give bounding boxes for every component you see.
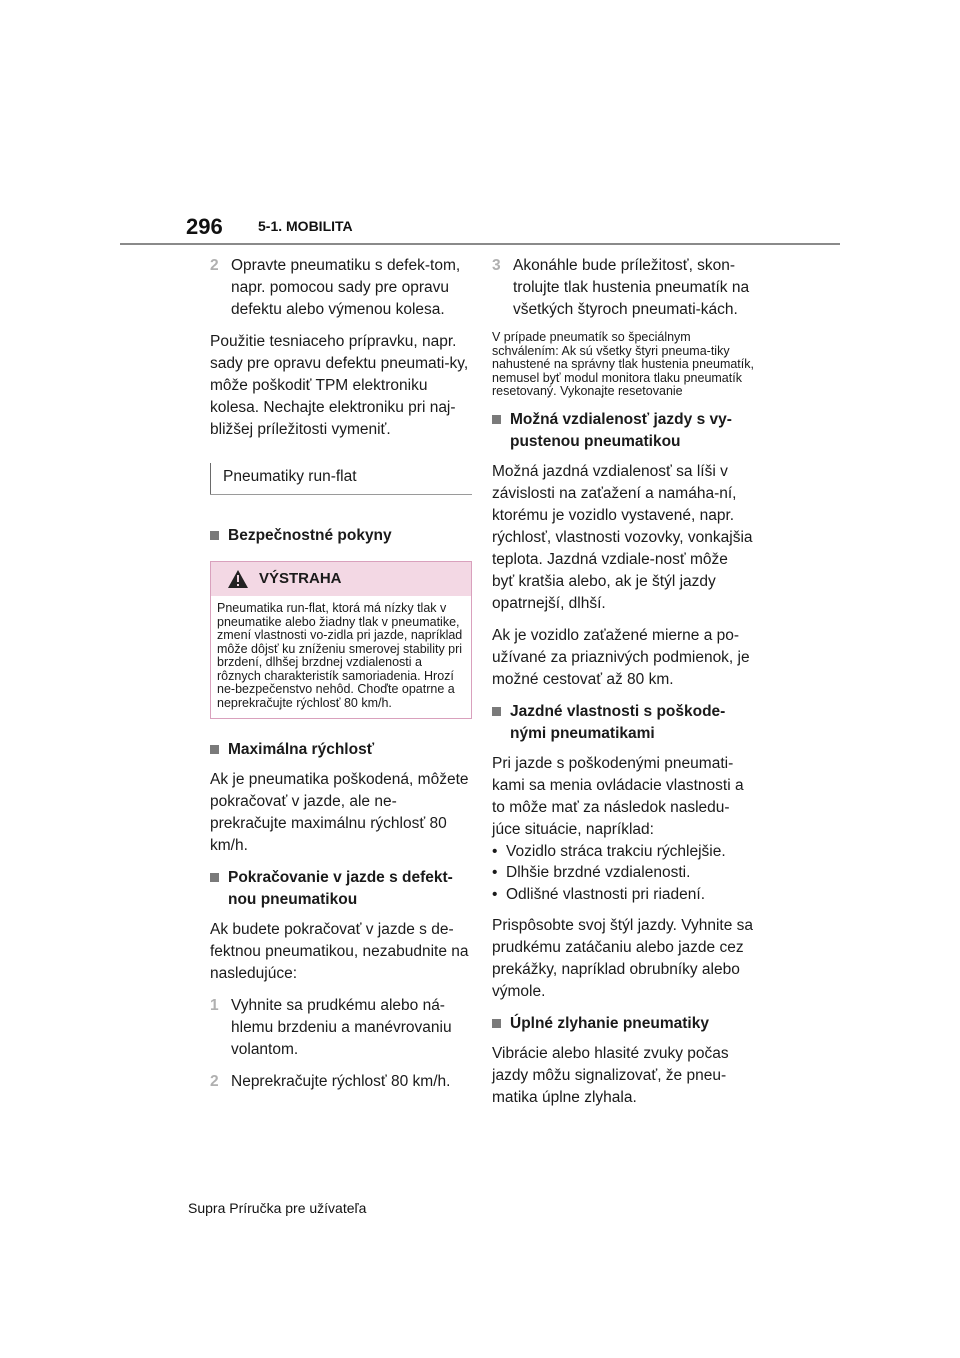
warning-box <box>210 561 472 719</box>
step-item <box>492 255 754 321</box>
callout-text: Pneumatiky run-flat <box>223 468 357 485</box>
paragraph: Prispôsobte svoj štýl jazdy. Vyhnite sa prudkému zatáčaniu alebo jazde cez prekážky, napríklad obrubníky alebo výmole. <box>492 917 754 1000</box>
callout-rule <box>210 494 472 495</box>
heading-text: Jazdné vlastnosti s poškode-nými pneumatikami <box>510 702 726 742</box>
callout-box <box>210 463 472 495</box>
section-heading <box>492 1013 754 1035</box>
list-item: • Odlišné vlastnosti pri riadení. <box>492 885 706 903</box>
page-number: 296 <box>186 214 223 239</box>
step-text: Akonáhle bude príležitosť, skon-trolujte tlak hustenia pneumatík na všetkých štyroch pneumati-kách. <box>513 257 750 318</box>
paragraph: Možná jazdná vzdialenosť sa líši v závislosti na zaťažení a namáha-ní, ktorému je vozidlo vystavené, napr. rýchlosť, vlastnosti vozovky, vonkajšia teplota. Jazdná vzdiale-nosť môže byť kratšia alebo, ak je štýl jazdy opatrnejší, dlhší. <box>492 462 753 612</box>
small-note: V prípade pneumatík so špeciálnym schválením: Ak sú všetky štyri pneuma-tiky nahustené na správny tlak hustenia pneumatík, nemusel byť modul monitora tlaku pneumatík resetovaný. Vykonajte resetovanie <box>492 330 754 398</box>
left-column <box>210 255 472 1103</box>
list-item: • Dlhšie brzdné vzdialenosti. <box>492 864 691 881</box>
warning-body: Pneumatika run-flat, ktorá má nízky tlak v pneumatike alebo žiadny tlak v pneumatike, zmení vlastnosti vo-zidla pri jazde, napríklad môže dôjsť ku zníženiu smerovej stability pri brzdení, dlhšej brzdnej vzdialenosti a rôznych charakteristík samoriadenia. Hrozí ne-bezpečenstvo nehôd. Choďte opatrne a neprekračujte rýchlosť 80 km/h. <box>217 601 463 710</box>
step-number: 1 <box>210 997 219 1014</box>
footer-text: Supra Príručka pre užívateľa <box>188 1200 367 1216</box>
heading-text: Bezpečnostné pokyny <box>228 527 392 544</box>
section-heading <box>210 867 472 911</box>
section-heading <box>210 739 472 761</box>
paragraph: Ak je vozidlo zaťažené mierne a po-užívané za priaznivých podmienok, je možné cestovať až 80 km. <box>492 626 750 688</box>
warning-title: VÝSTRAHA <box>259 570 342 587</box>
heading-text: Pokračovanie v jazde s defekt-nou pneumatikou <box>228 869 453 908</box>
paragraph: Použitie tesniaceho prípravku, napr. sady pre opravu defektu pneumati-ky, môže poškodiť TPM elektroniku kolesa. Nechajte elektroniku pri naj-bližšej príležitosti vymeniť. <box>210 333 469 438</box>
warning-triangle-icon <box>227 569 249 589</box>
section-heading <box>492 409 754 453</box>
paragraph: Ak budete pokračovať v jazde s de-fektnou pneumatikou, nezabudnite na nasledujúce: <box>210 921 469 982</box>
step-item <box>210 995 472 1061</box>
step-number: 2 <box>210 1073 219 1090</box>
step-text: Opravte pneumatiku s defek-tom, napr. pomocou sady pre opravu defektu alebo výmenou kolesa. <box>231 257 461 318</box>
square-bullet-icon <box>210 873 219 882</box>
heading-text: Úplné zlyhanie pneumatiky <box>510 1015 709 1032</box>
step-text: Vyhnite sa prudkému alebo ná-hlemu brzdeniu a manévrovaniu volantom. <box>231 997 452 1058</box>
step-text: Neprekračujte rýchlosť 80 km/h. <box>231 1073 451 1090</box>
square-bullet-icon <box>492 707 501 716</box>
heading-text: Možná vzdialenosť jazdy s vy-pustenou pneumatikou <box>510 410 732 450</box>
section-heading <box>492 701 754 745</box>
paragraph: Vibrácie alebo hlasité zvuky počas jazdy môžu signalizovať, že pneu-matika úplne zlyhala. <box>492 1045 729 1106</box>
header-rule <box>120 243 840 245</box>
heading-text: Maximálna rýchlosť <box>228 741 375 758</box>
square-bullet-icon <box>492 1019 501 1028</box>
paragraph: Pri jazde s poškodenými pneumati-kami sa menia ovládacie vlastnosti a to môže mať za následok nasledu-júce situácie, napríklad: <box>492 754 744 838</box>
bullet-list <box>492 841 754 906</box>
right-column <box>492 255 754 1119</box>
list-item: • Vozidlo stráca trakciu rýchlejšie. <box>492 842 726 860</box>
step-item <box>210 1071 472 1093</box>
section-title: 5-1. MOBILITA <box>258 218 353 234</box>
paragraph: Ak je pneumatika poškodená, môžete pokračovať v jazde, ale ne-prekračujte maximálnu rýchlosť 80 km/h. <box>210 771 469 854</box>
square-bullet-icon <box>492 415 501 424</box>
step-item <box>210 255 472 321</box>
step-number: 2 <box>210 257 219 274</box>
section-heading <box>210 525 472 547</box>
square-bullet-icon <box>210 745 219 754</box>
warning-header <box>211 562 471 596</box>
step-number: 3 <box>492 257 501 274</box>
square-bullet-icon <box>210 531 219 540</box>
